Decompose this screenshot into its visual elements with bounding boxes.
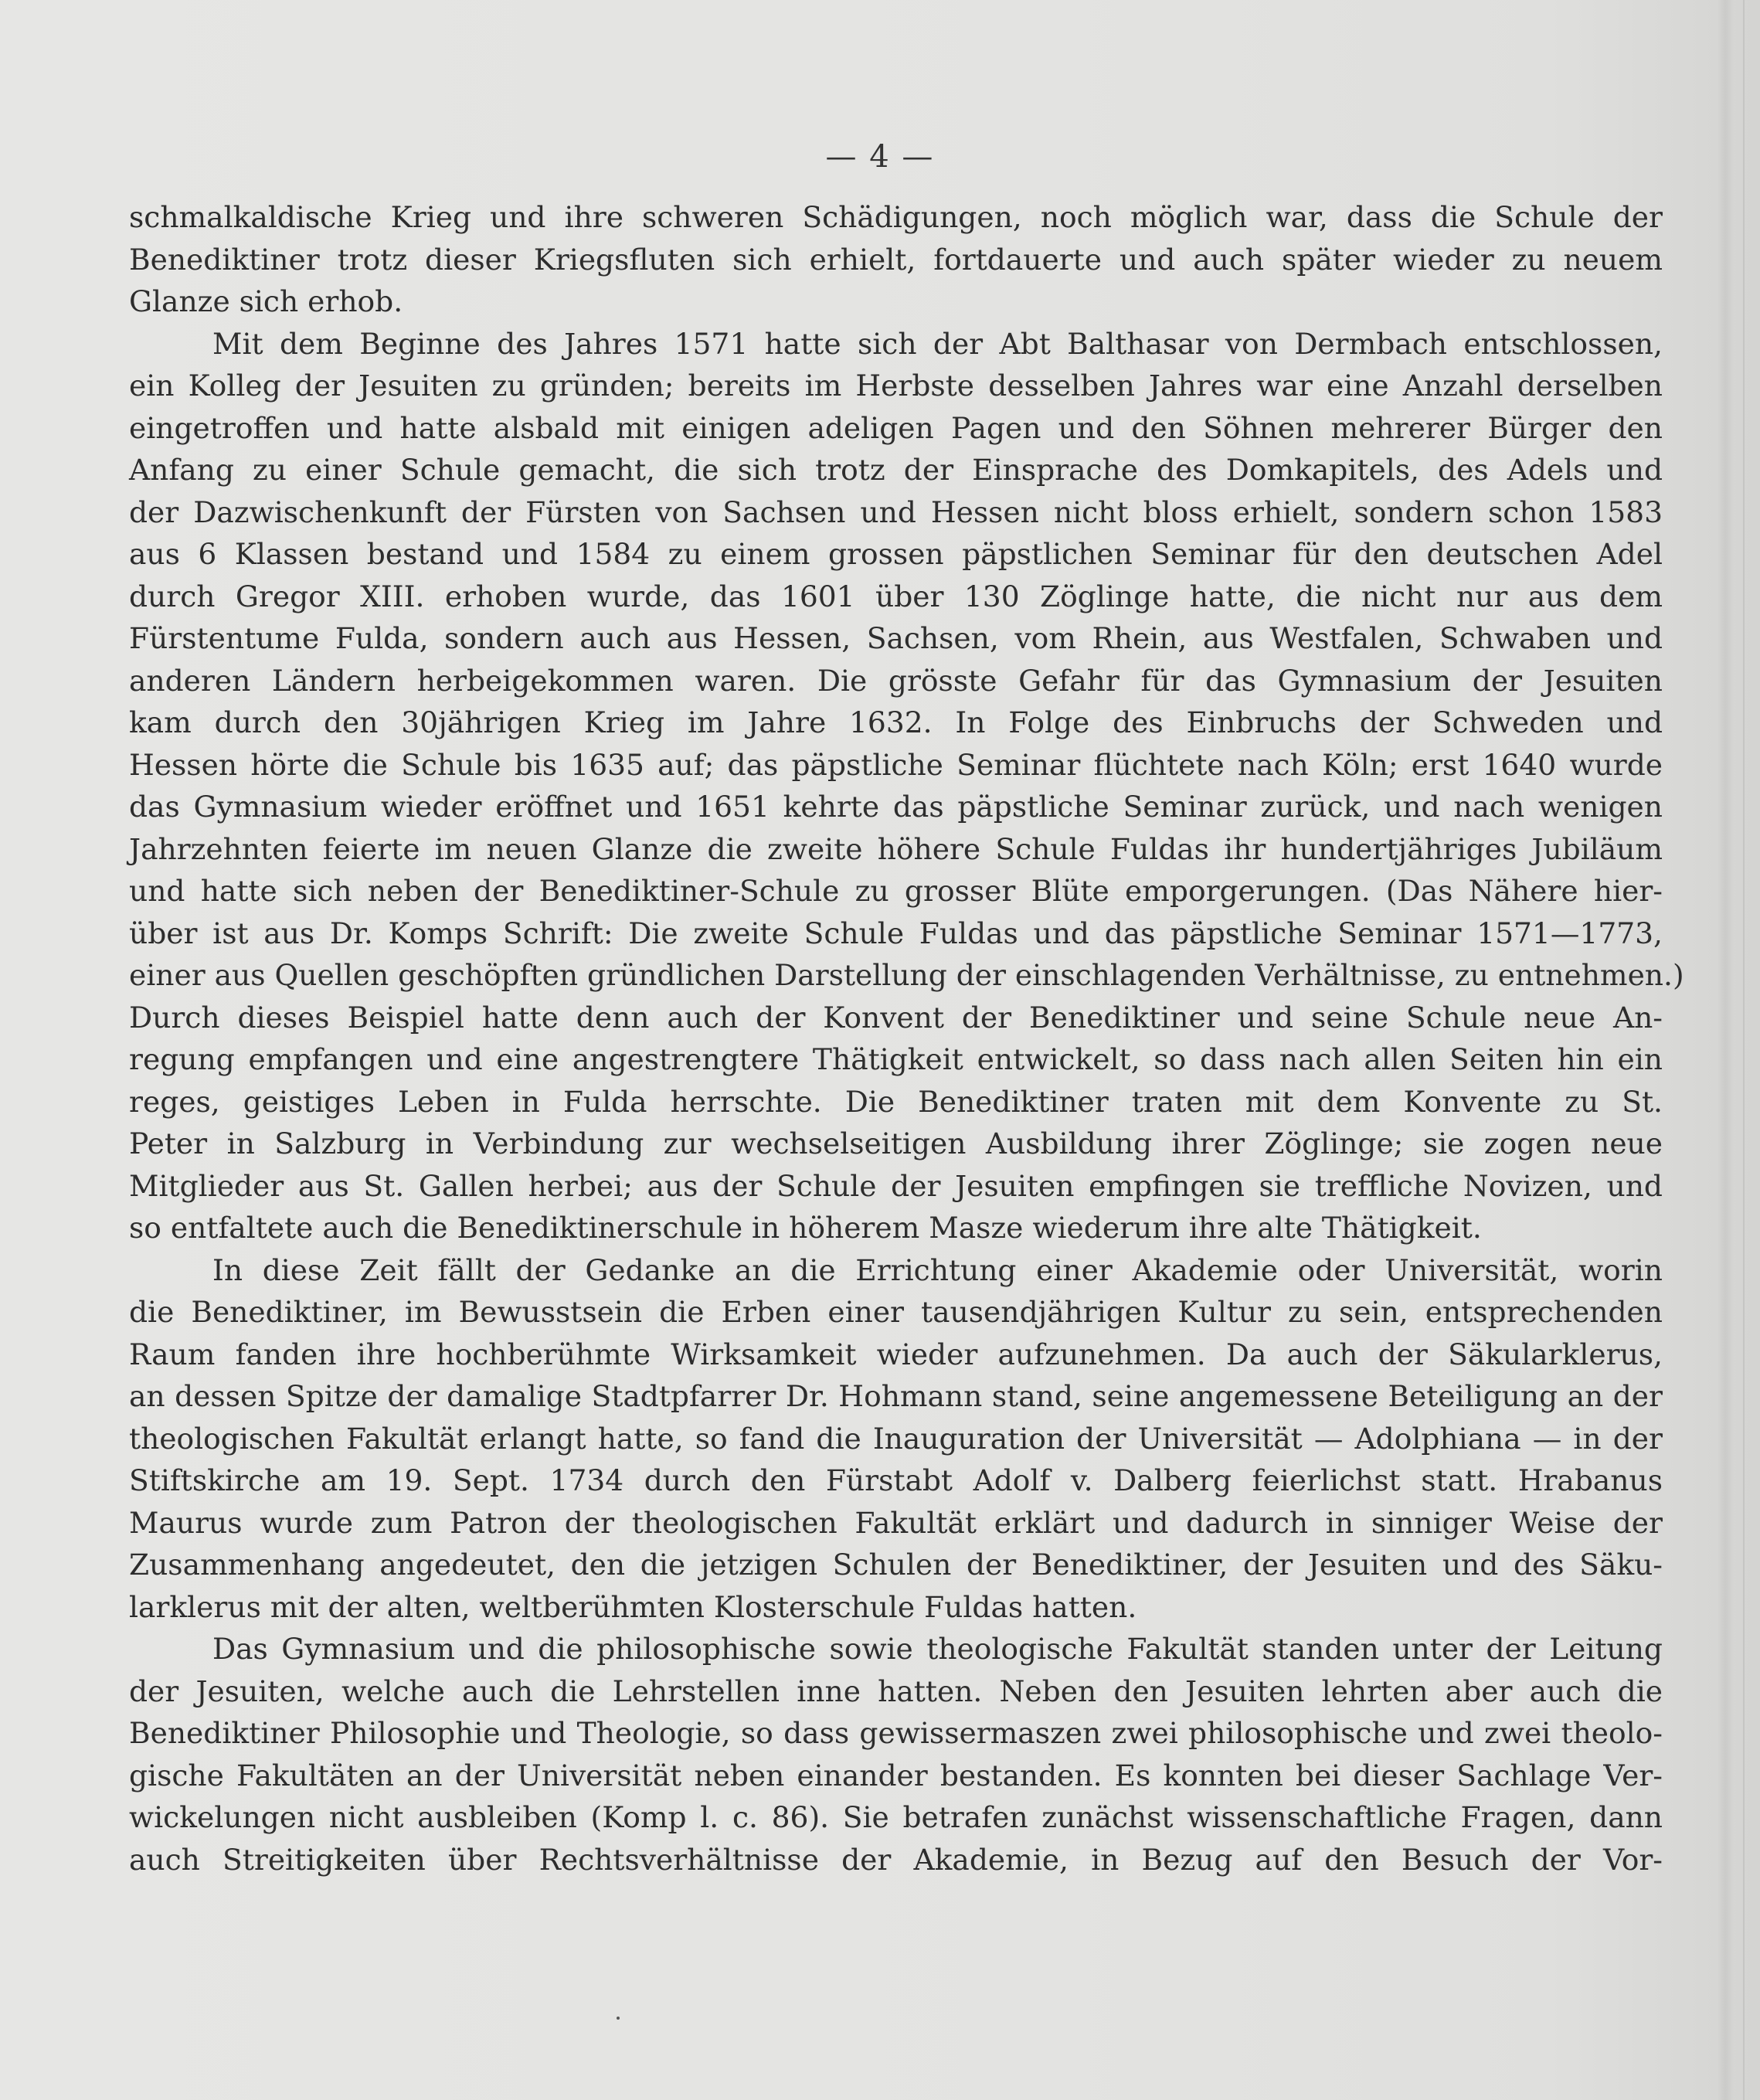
ink-speck	[617, 2017, 620, 2020]
text-line: Raum fanden ihre hochberühmte Wirksamkeit wieder aufzunehmen. Da auch der Säkularklerus,	[129, 1337, 1663, 1371]
text-line: Fürstentume Fulda, sondern auch aus Hessen, Sachsen, vom Rhein, aus Westfalen, Schwaben und	[129, 621, 1663, 655]
text-line: Das Gymnasium und die philosophische sowie theologische Fakultät standen unter der Leitung	[212, 1632, 1663, 1666]
text-line: so entfaltete auch die Benediktinerschule in höherem Masze wiederum ihre alte Thätigkeit.	[129, 1211, 1482, 1245]
page-fold-shadow	[1717, 0, 1734, 2100]
text-line: Mit dem Beginne des Jahres 1571 hatte sich der Abt Balthasar von Dermbach entschlossen,	[212, 326, 1663, 361]
text-line: Durch dieses Beispiel hatte denn auch der Konvent der Benediktiner und seine Schule neue An-	[129, 1000, 1663, 1035]
text-line: ein Kolleg der Jesuiten zu gründen; bereits im Herbste desselben Jahres war eine Anzahl derselben	[129, 369, 1663, 403]
text-line: und hatte sich neben der Benediktiner-Schule zu grosser Blüte emporgerungen. (Das Nähere hier-	[129, 874, 1663, 908]
text-line: wickelungen nicht ausbleiben (Komp l. c. 86). Sie betrafen zunächst wissenschaftliche Fragen, dann	[129, 1800, 1663, 1834]
text-line: Stiftskirche am 19. Sept. 1734 durch den Fürstabt Adolf v. Dalberg feierlichst statt. Hrabanus	[129, 1463, 1663, 1497]
text-line: an dessen Spitze der damalige Stadtpfarrer Dr. Hohmann stand, seine angemessene Beteiligung an der	[129, 1379, 1663, 1413]
page-edge-line	[1743, 0, 1745, 2100]
text-line: einer aus Quellen geschöpften gründlichen Darstellung der einschlagenden Verhältnisse, zu entnehmen.)	[129, 958, 1684, 992]
text-line: Benediktiner Philosophie und Theologie, so dass gewissermaszen zwei philosophische und zwei theolo-	[129, 1716, 1663, 1750]
text-line: Mitglieder aus St. Gallen herbei; aus der Schule der Jesuiten empfingen sie treffliche Novizen, und	[129, 1168, 1663, 1203]
text-line: larklerus mit der alten, weltberühmten Klosterschule Fuldas hatten.	[129, 1589, 1137, 1624]
text-line: die Benediktiner, im Bewusstsein die Erben einer tausendjährigen Kultur zu sein, entsprechenden	[129, 1295, 1663, 1329]
body-text	[129, 196, 1684, 1881]
text-line: theologischen Fakultät erlangt hatte, so fand die Inauguration der Universität — Adolphiana — in der	[129, 1421, 1663, 1456]
text-line: Peter in Salzburg in Verbindung zur wechselseitigen Ausbildung ihrer Zöglinge; sie zogen neue	[129, 1126, 1663, 1160]
text-line: der Dazwischenkunft der Fürsten von Sachsen und Hessen nicht bloss erhielt, sondern schon 1583	[129, 494, 1663, 529]
text-line: der Jesuiten, welche auch die Lehrstellen inne hatten. Neben den Jesuiten lehrten aber auch die	[129, 1674, 1663, 1708]
text-line: eingetroffen und hatte alsbald mit einigen adeligen Pagen und den Söhnen mehrerer Bürger den	[129, 410, 1663, 445]
text-line: Glanze sich erhob.	[129, 284, 403, 318]
text-line: Zusammenhang angedeutet, den die jetzigen Schulen der Benediktiner, der Jesuiten und des Säku-	[129, 1548, 1663, 1582]
text-line: anderen Ländern herbeigekommen waren. Die grösste Gefahr für das Gymnasium der Jesuiten	[129, 663, 1663, 698]
text-line: regung empfangen und eine angestrengtere Thätigkeit entwickelt, so dass nach allen Seiten hin ein	[129, 1042, 1663, 1076]
text-line: Jahrzehnten feierte im neuen Glanze die zweite höhere Schule Fuldas ihr hundertjähriges Jubiläum	[129, 831, 1663, 866]
text-line: Anfang zu einer Schule gemacht, die sich trotz der Einsprache des Domkapitels, des Adels und	[129, 453, 1663, 487]
text-line: reges, geistiges Leben in Fulda herrschte. Die Benediktiner traten mit dem Konvente zu St.	[129, 1084, 1663, 1119]
text-line: In diese Zeit fällt der Gedanke an die Errichtung einer Akademie oder Universität, worin	[212, 1252, 1663, 1287]
text-line: Maurus wurde zum Patron der theologischen Fakultät erklärt und dadurch in sinniger Weise der	[129, 1505, 1663, 1540]
text-line: über ist aus Dr. Komps Schrift: Die zweite Schule Fuldas und das päpstliche Seminar 1571—1773,	[129, 916, 1663, 950]
text-line: auch Streitigkeiten über Rechtsverhältnisse der Akademie, in Bezug auf den Besuch der Vor-	[129, 1842, 1663, 1877]
text-line: gische Fakultäten an der Universität neben einander bestanden. Es konnten bei dieser Sachlage Ver-	[129, 1758, 1663, 1792]
text-line: das Gymnasium wieder eröffnet und 1651 kehrte das päpstliche Seminar zurück, und nach wenigen	[129, 790, 1663, 824]
text-line: Benediktiner trotz dieser Kriegsfluten sich erhielt, fortdauerte und auch später wieder zu neuem	[129, 242, 1663, 277]
text-line: durch Gregor XIII. erhoben wurde, das 1601 über 130 Zöglinge hatte, die nicht nur aus dem	[129, 579, 1663, 613]
page-number: — 4 —	[825, 139, 935, 175]
text-line: aus 6 Klassen bestand und 1584 zu einem grossen päpstlichen Seminar für den deutschen Adel	[129, 537, 1663, 571]
text-line: schmalkaldische Krieg und ihre schweren Schädigungen, noch möglich war, dass die Schule der	[129, 200, 1663, 234]
text-line: kam durch den 30jährigen Krieg im Jahre 1632. In Folge des Einbruchs der Schweden und	[129, 705, 1663, 739]
text-line: Hessen hörte die Schule bis 1635 auf; das päpstliche Seminar flüchtete nach Köln; erst 1640 wurde	[129, 747, 1663, 782]
